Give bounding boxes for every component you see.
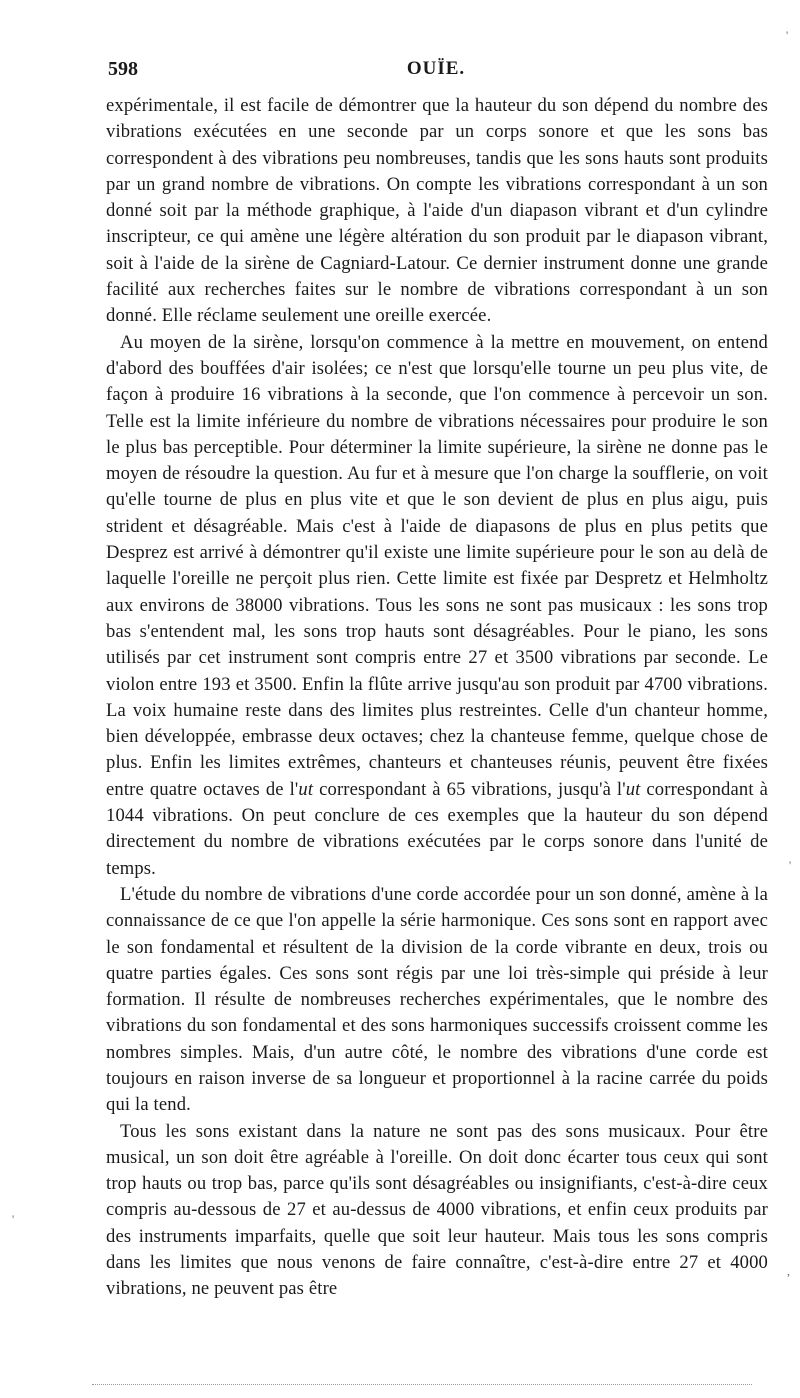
paragraph-2-ut-note-2: ut <box>625 778 641 800</box>
running-title: OUÏE. <box>406 58 466 79</box>
margin-speck: ' <box>786 28 789 42</box>
body-text <box>106 93 768 1303</box>
margin-speck: ' <box>12 1212 15 1226</box>
margin-speck: , <box>787 1264 790 1278</box>
paragraph-2-ut-note-1: ut <box>298 778 314 800</box>
paragraph-2-text-mid: correspondant à 65 vibrations, jusqu'à l' <box>313 778 626 800</box>
page-number: 598 <box>108 58 138 80</box>
paragraph-3: L'étude du nombre de vibrations d'une corde accordée pour un son donné, amène à la connaissance de ce que l'on appelle la série harmonique. Ces sons sont en rapport avec le son fondamental et résultent de la division de la corde vibrante en deux, trois ou quatre parties égales. Ces sons sont régis par une loi très-simple qui préside à leur formation. Il résulte de nombreuses recherches expérimentales, que le nombre des vibrations du son fondamental et des sons harmoniques successifs croissent comme les nombres simples. Mais, d'un autre côté, le nombre des vibrations d'une corde est toujours en raison inverse de sa longueur et proportionnel à la racine carrée du poids qui la tend. <box>106 883 768 1116</box>
bottom-edge-artifact <box>92 1384 752 1385</box>
paragraph-2 <box>106 330 768 882</box>
paragraph-1: expérimentale, il est facile de démontrer que la hauteur du son dépend du nombre des vibrations exécutées en une seconde par un corps sonore et que les sons bas correspondent à des vibrations peu nombreuses, tandis que les sons hauts sont produits par un grand nombre de vibrations. On compte les vibrations correspondant à un son donné soit par la méthode graphique, à l'aide d'un diapason vibrant et d'un cylindre inscripteur, ce qui amène une légère altération du son produit par le diapason vibrant, soit à l'aide de la sirène de Cagniard-Latour. Ce dernier instrument donne une grande facilité aux recherches faites sur le nombre de vibrations correspondant à un son donné. Elle réclame seulement une oreille exercée. <box>106 95 768 327</box>
paragraph-2-text-start: Au moyen de la sirène, lorsqu'on commence à la mettre en mouvement, on entend d'abord des bouffées d'air isolées; ce n'est que lorsqu'elle tourne un peu plus vite, de façon à produire 16 vibrations à la seconde, que l'on commence à percevoir un son. Telle est la limite inférieure du nombre de vibrations nécessaires pour produire le son le plus bas perceptible. Pour déterminer la limite supérieure, la sirène ne donne pas le moyen de résoudre la question. Au fur et à mesure que l'on charge la soufflerie, on voit qu'elle tourne de plus en plus vite et que le son devient de plus en plus aigu, puis strident et désagréable. Mais c'est à l'aide de diapasons de plus en plus petits que Desprez est arrivé à démontrer qu'il existe une limite supérieure pour le son au delà de laquelle l'oreille ne perçoit plus rien. Cette limite est fixée par Despretz et Helmholtz aux environs de 38000 vibrations. Tous les sons ne sont pas musicaux : les sons trop bas s'entendent mal, les sons trop hauts sont désagréables. Pour le piano, les sons utilisés par cet instrument sont compris entre 27 et 3500 vibrations par seconde. Le violon entre 193 et 3500. Enfin la flûte arrive jusqu'au son produit par 4700 vibrations. La voix humaine reste dans des limites plus restreintes. Celle d'un chanteur homme, bien développée, embrasse deux octaves; chez la chanteuse femme, quelque chose de plus. Enfin les limites extrêmes, chanteurs et chanteuses réunis, peuvent être fixées entre quatre octaves de l' <box>106 331 768 800</box>
paragraph-2-text-end: correspondant à 1044 vibrations. On peut conclure de ces exemples que la hauteur du son dépend directement du nombre de vibrations exécutées par le corps sonore dans l'unité de temps. <box>106 778 768 879</box>
margin-speck: ' <box>789 858 792 872</box>
page-header <box>104 58 768 88</box>
paragraph-4: Tous les sons existant dans la nature ne sont pas des sons musicaux. Pour être musical, un son doit être agréable à l'oreille. On doit donc écarter tous ceux qui sont trop hauts ou trop bas, parce qu'ils sont désagréables ou insignifiants, c'est-à-dire ceux compris au-dessous de 27 et au-dessus de 4000 vibrations, et enfin ceux produits par des instruments imparfaits, quelle que soit leur hauteur. Mais tous les sons compris dans les limites que nous venons de faire connaître, c'est-à-dire entre 27 et 4000 vibrations, ne peuvent pas être <box>106 1120 768 1300</box>
